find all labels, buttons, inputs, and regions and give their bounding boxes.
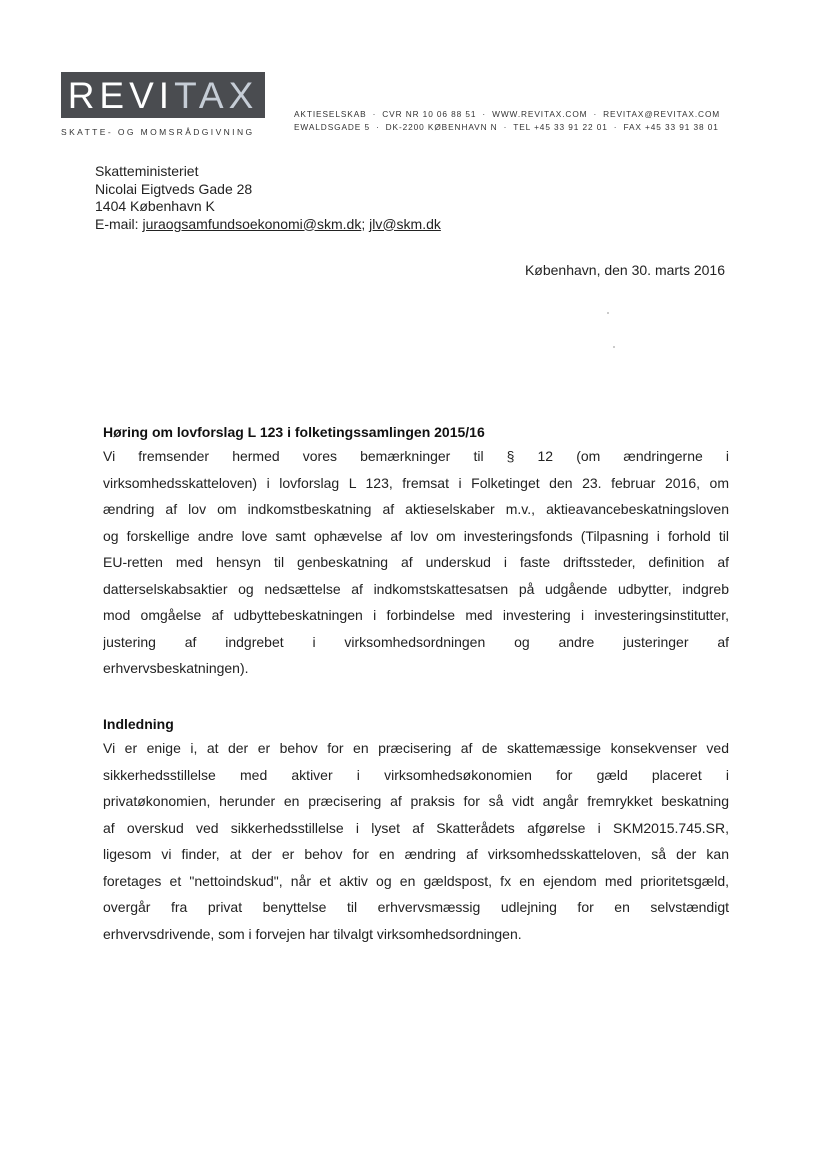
postal-city: DK-2200 KØBENHAVN N [385, 122, 498, 132]
revitax-logo [61, 72, 265, 118]
paragraph-line: ligesom vi finder, at der er behov for en ændring af virksomhedsskatteloven, så der kan [103, 846, 729, 862]
company-email: REVITAX@REVITAX.COM [603, 109, 721, 119]
place-and-date: København, den 30. marts 2016 [524, 262, 725, 278]
paragraph-line: Vi fremsender hermed vores bemærkninger til § 12 (om ændringerne i [103, 448, 729, 464]
telephone: TEL +45 33 91 22 01 [513, 122, 608, 132]
email-label: E-mail: [95, 215, 143, 232]
section-heading-hearing: Høring om lovforslag L 123 i folketingssamlingen 2015/16 [103, 424, 485, 440]
company-type: AKTIESELSKAB [294, 109, 367, 119]
paragraph-line: mod omgåelse af udbyttebeskatningen i forbindelse med investering i investeringsinstitutter, [103, 607, 729, 623]
paragraph-line: privatøkonomien, herunder en præcisering af praksis for så vidt angår fremrykket beskatning [103, 793, 729, 809]
company-info-line-2: EWALDSGADE 5 · DK-2200 KØBENHAVN N · TEL +45 33 91 22 01 · FAX +45 33 91 38 01 [294, 122, 719, 132]
paragraph-introduction [103, 735, 729, 947]
street-address: EWALDSGADE 5 [294, 122, 370, 132]
logo-text-tax: TAX [174, 74, 259, 116]
paragraph-hearing [103, 443, 729, 682]
recipient-address [95, 163, 441, 233]
website: WWW.REVITAX.COM [492, 109, 588, 119]
paragraph-line: af overskud ved sikkerhedsstillelse i lyset af Skatterådets afgørelse i SKM2015.745.SR, [103, 819, 729, 836]
recipient-email-line: E-mail: juraogsamfundsoekonomi@skm.dk; jlv@skm.dk [95, 215, 441, 232]
paragraph-line: overgår fra privat benyttelse til erhvervsmæssig udlejning for en selvstændigt [103, 899, 729, 915]
recipient-name: Skatteministeriet [95, 163, 199, 179]
paragraph-line: justering af indgrebet i virksomhedsordningen og andre justeringer af [103, 633, 729, 650]
paragraph-line: Vi er enige i, at der er behov for en præcisering af de skattemæssige konsekvenser ved [103, 740, 729, 756]
company-info-line-1: AKTIESELSKAB · CVR NR 10 06 88 51 · WWW.REVITAX.COM · REVITAX@REVITAX.COM [294, 109, 721, 119]
paragraph-line: EU-retten med hensyn til genbeskatning af underskud i faste driftssteder, definition af [103, 554, 729, 570]
email-link-2[interactable]: jlv@skm.dk [369, 215, 441, 232]
paragraph-line: og forskellige andre love samt ophævelse af lov om investeringsfonds (Tilpasning i forhold til [103, 527, 729, 544]
section-heading-introduction: Indledning [103, 716, 174, 732]
cvr-number: CVR NR 10 06 88 51 [382, 109, 477, 119]
fax: FAX +45 33 91 38 01 [623, 122, 719, 132]
paragraph-line: ændring af lov om indkomstbeskatning af aktieselskaber m.v., aktieavancebeskatningsloven [103, 501, 729, 517]
paragraph-line: erhvervsdrivende, som i forvejen har tilvalgt virksomhedsordningen. [103, 925, 522, 942]
paragraph-line: erhvervsbeskatningen). [103, 660, 249, 676]
recipient-street: Nicolai Eigtveds Gade 28 [95, 180, 253, 197]
paragraph-line: foretages et "nettoindskud", når et aktiv og en gældspost, fx en ejendom med prioritetsgæld, [103, 872, 729, 889]
logo-text-revi: REVI [67, 74, 175, 116]
logo-tagline: SKATTE- OG MOMSRÅDGIVNING [61, 127, 255, 137]
paragraph-line: virksomhedsskatteloven) i lovforslag L 123, fremsat i Folketinget den 23. februar 2016, om [103, 474, 729, 491]
recipient-city: 1404 København K [95, 198, 215, 214]
paragraph-line: datterselskabsaktier og nedsættelse af indkomstskattesatsen på udgående udbytter, indgreb [103, 580, 729, 597]
paragraph-line: sikkerhedsstillelse med aktiver i virksomhedsøkonomien for gæld placeret i [103, 766, 729, 783]
email-link-1[interactable]: juraogsamfundsoekonomi@skm.dk [142, 215, 362, 232]
